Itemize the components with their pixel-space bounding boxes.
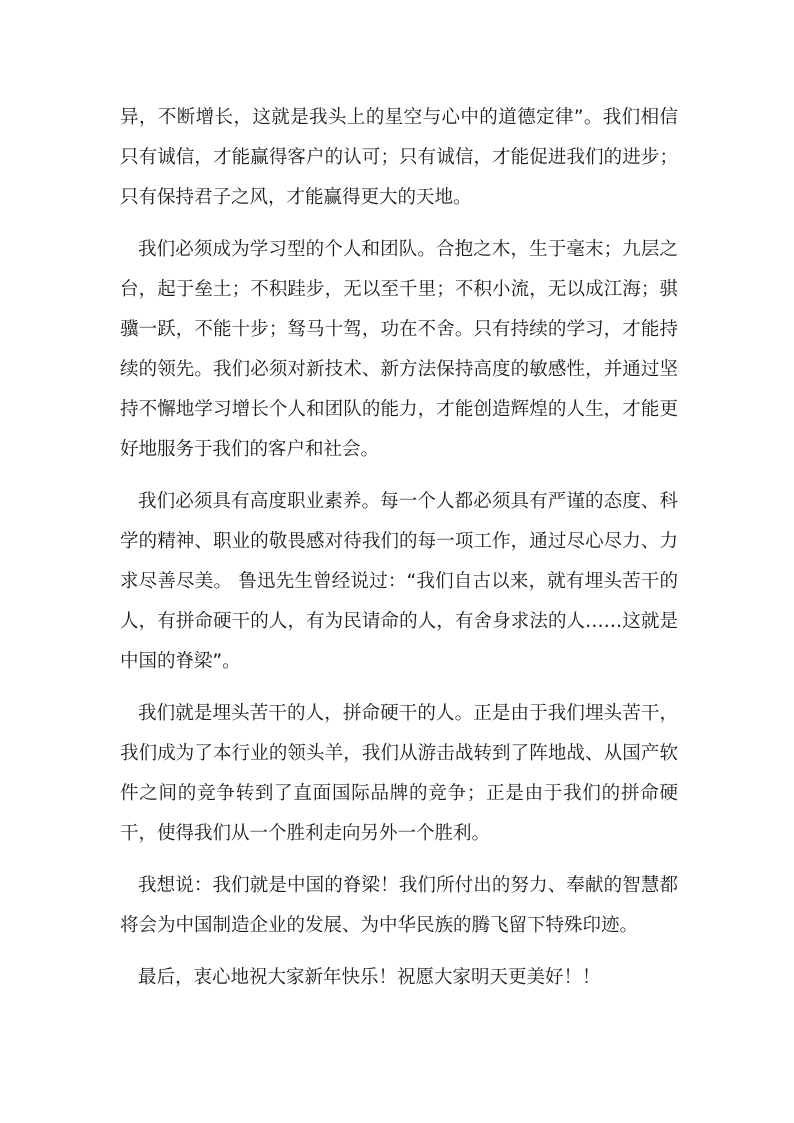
paragraph-closing-wishes: 最后，衷心地祝大家新年快乐！祝愿大家明天更美好！！ [138,967,601,988]
paragraph-hard-work: 我们就是埋头苦干的人，拼命硬干的人。正是由于我们埋头苦干，我们成为了本行业的领头羊，我们从游击战转到了阵地战、从国产软件之间的竞争转到了直面国际品牌的竞争；正是由于我们的拼命硬干，使得我们从一个胜利走向另外一个胜利。 [120,703,678,844]
paragraph-integrity: 异，不断增长，这就是我头上的星空与心中的道德定律”。我们相信只有诚信，才能赢得客户的认可；只有诚信，才能促进我们的进步；只有保持君子之风，才能赢得更大的天地。 [120,107,678,208]
paragraph-learning: 我们必须成为学习型的个人和团队。合抱之木，生于毫末；九层之台，起于垒土；不积跬步，无以至千里；不积小流，无以成江海；骐骥一跃，不能十步；驽马十驾，功在不舍。只有持续的学习，才能持续的领先。我们必须对新技术、新方法保持高度的敏感性，并通过坚持不懈地学习增长个人和团队的能力，才能创造辉煌的人生，才能更好地服务于我们的客户和社会。 [120,239,678,460]
paragraph-professionalism: 我们必须具有高度职业素养。每一个人都必须具有严谨的态度、科学的精神、职业的敬畏感对待我们的每一项工作，通过尽心尽力、力求尽善尽美。 鲁迅先生曾经说过：“我们自古以来，就有埋头苦干的人，有拼命硬干的人，有为民请命的人，有舍身求法的人……这就是中国的脊梁”。 [120,491,678,672]
paragraph-backbone: 我想说：我们就是中国的脊梁！我们所付出的努力、奉献的智慧都将会为中国制造企业的发展、为中华民族的腾飞留下特殊印迹。 [120,875,678,936]
document-body [120,98,678,1010]
